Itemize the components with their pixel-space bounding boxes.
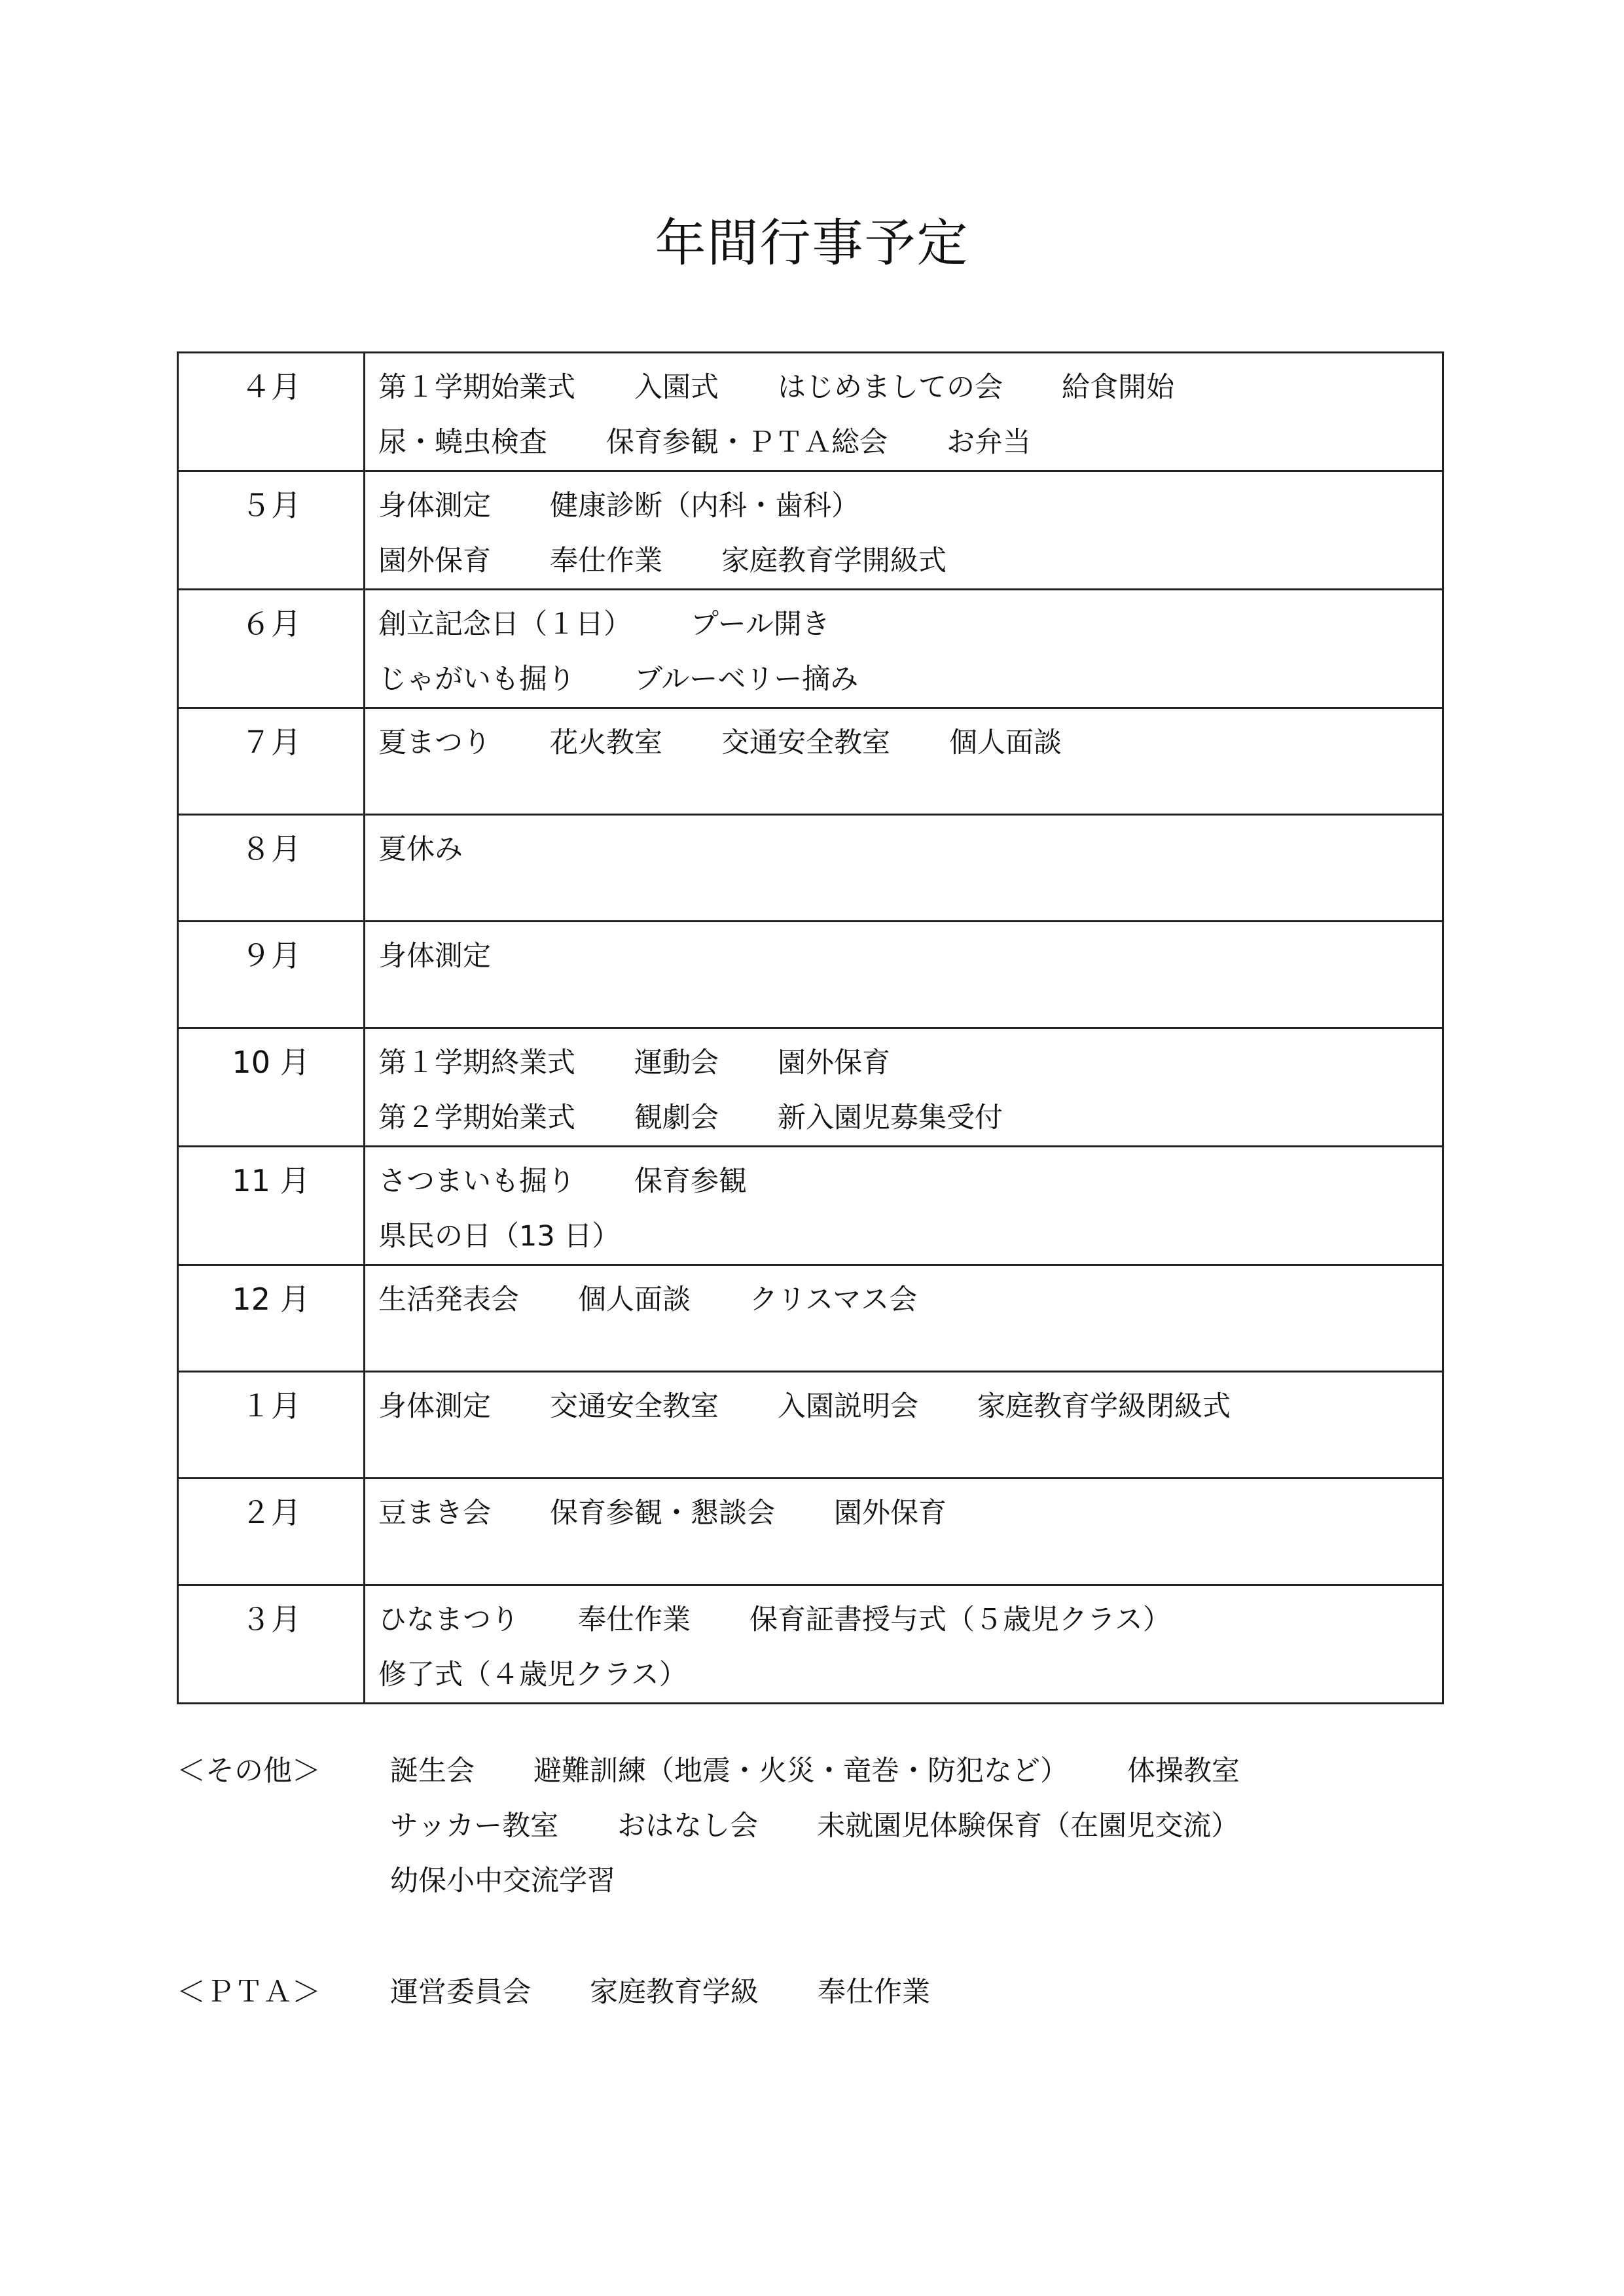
event-item: 園外保育: [378, 545, 491, 577]
event-item: お弁当: [947, 426, 1031, 459]
event-item: 保育参観: [634, 1165, 747, 1198]
other-row: [390, 1744, 1240, 1799]
schedule-row: [178, 708, 1443, 815]
event-line: [378, 1154, 1442, 1209]
events-cell: [365, 590, 1443, 708]
other-row: [390, 1854, 1240, 1909]
other-item: 未就園児体験保育（在園児交流）: [817, 1810, 1240, 1842]
event-item: 修了式（４歳児クラス）: [378, 1659, 687, 1691]
event-item: じゃがいも掘り: [378, 663, 575, 696]
month-cell: ５月: [178, 471, 365, 590]
schedule-row: [178, 471, 1443, 590]
month-cell: ９月: [178, 922, 365, 1028]
month-cell: ７月: [178, 708, 365, 815]
event-line: [378, 1647, 1442, 1702]
pta-item: 家庭教育学級: [590, 1976, 759, 2009]
events-cell: [365, 815, 1443, 922]
event-item: 園外保育: [834, 1497, 947, 1530]
event-item: 個人面談: [949, 726, 1062, 759]
events-cell: [365, 922, 1443, 1028]
event-item: 入園式: [634, 371, 719, 404]
event-item: 個人面談: [578, 1283, 691, 1316]
event-item: 第１学期終業式: [378, 1047, 575, 1079]
events-cell: [365, 1585, 1443, 1704]
other-item: 体操教室: [1127, 1755, 1240, 1787]
month-cell: ８月: [178, 815, 365, 922]
event-item: 生活発表会: [378, 1283, 519, 1316]
month-cell: ３月: [178, 1585, 365, 1704]
events-cell: [365, 1372, 1443, 1479]
month-cell: 10 月: [178, 1028, 365, 1147]
event-item: 夏休み: [378, 833, 463, 866]
event-item: ブルーベリー摘み: [634, 663, 859, 696]
event-item: 新入園児募集受付: [778, 1102, 1003, 1134]
event-item: さつまいも掘り: [378, 1165, 575, 1198]
schedule-row: [178, 1147, 1443, 1265]
events-cell: [365, 1479, 1443, 1585]
schedule-row: [178, 353, 1443, 471]
event-item: 給食開始: [1062, 371, 1174, 404]
annual-schedule-table: [177, 351, 1444, 1704]
event-item: 豆まき会: [378, 1497, 491, 1530]
event-item: 家庭教育学開級式: [721, 545, 947, 577]
event-item: プール開き: [691, 608, 830, 641]
event-line: [378, 533, 1442, 588]
other-item: おはなし会: [617, 1810, 759, 1842]
event-item: 奉仕作業: [550, 545, 662, 577]
other-label: ＜その他＞: [177, 1754, 321, 1787]
event-item: 県民の日（13 日）: [378, 1220, 621, 1253]
event-item: 観劇会: [634, 1102, 719, 1134]
event-item: 運動会: [634, 1047, 719, 1079]
event-line: [378, 929, 1442, 984]
schedule-row: [178, 1479, 1443, 1585]
event-item: 第１学期始業式: [378, 371, 575, 404]
event-line: [378, 360, 1442, 415]
event-line: [378, 652, 1442, 707]
month-cell: ４月: [178, 353, 365, 471]
event-line: [378, 1379, 1442, 1434]
event-item: 園外保育: [778, 1047, 890, 1079]
event-item: 身体測定: [378, 1390, 491, 1423]
other-item: サッカー教室: [390, 1810, 559, 1842]
schedule-body: [178, 353, 1443, 1704]
schedule-row: [178, 1372, 1443, 1479]
pta-item: 奉仕作業: [818, 1976, 930, 2009]
event-item: 保育参観・ＰＴＡ総会: [606, 426, 888, 459]
schedule-row: [178, 590, 1443, 708]
event-item: ひなまつり: [378, 1604, 519, 1636]
event-item: 保育参観・懇談会: [550, 1497, 775, 1530]
event-item: 第２学期始業式: [378, 1102, 575, 1134]
pta-item: 運営委員会: [390, 1976, 531, 2009]
month-cell: 11 月: [178, 1147, 365, 1265]
event-line: [378, 478, 1442, 533]
event-line: [378, 1592, 1442, 1647]
other-items: [390, 1744, 1240, 1909]
event-item: クリスマス会: [749, 1283, 918, 1316]
schedule-row: [178, 1585, 1443, 1704]
event-item: 身体測定: [378, 490, 491, 522]
event-line: [378, 1035, 1442, 1090]
event-line: [378, 1272, 1442, 1327]
month-cell: ６月: [178, 590, 365, 708]
event-item: 尿・蟯虫検査: [378, 426, 547, 459]
schedule-row: [178, 922, 1443, 1028]
event-line: [378, 415, 1442, 470]
event-line: [378, 597, 1442, 652]
events-cell: [365, 708, 1443, 815]
schedule-row: [178, 1028, 1443, 1147]
page-title: 年間行事予定: [655, 214, 969, 273]
month-cell: １月: [178, 1372, 365, 1479]
event-item: 交通安全教室: [550, 1390, 719, 1423]
other-item: 幼保小中交流学習: [390, 1865, 615, 1897]
month-cell: ２月: [178, 1479, 365, 1585]
event-item: 交通安全教室: [721, 726, 890, 759]
event-item: 花火教室: [550, 726, 662, 759]
events-cell: [365, 471, 1443, 590]
schedule-row: [178, 815, 1443, 922]
pta-items: [390, 1965, 930, 2020]
pta-label: ＜ＰＴＡ＞: [177, 1975, 321, 2009]
event-line: [378, 1486, 1442, 1541]
pta-row: [390, 1965, 930, 2020]
events-cell: [365, 353, 1443, 471]
event-item: 奉仕作業: [578, 1604, 691, 1636]
events-cell: [365, 1028, 1443, 1147]
schedule-row: [178, 1265, 1443, 1372]
events-cell: [365, 1147, 1443, 1265]
event-line: [378, 1090, 1442, 1145]
event-item: 身体測定: [378, 940, 491, 973]
event-item: 健康診断（内科・歯科）: [550, 490, 859, 522]
other-row: [390, 1799, 1240, 1854]
event-line: [378, 822, 1442, 877]
events-cell: [365, 1265, 1443, 1372]
event-item: 創立記念日（１日）: [378, 608, 632, 641]
other-item: 避難訓練（地震・火災・竜巻・防犯など）: [533, 1755, 1068, 1787]
event-line: [378, 1209, 1442, 1264]
event-item: 夏まつり: [378, 726, 491, 759]
other-item: 誕生会: [390, 1755, 475, 1787]
month-cell: 12 月: [178, 1265, 365, 1372]
event-item: 保育証書授与式（５歳児クラス）: [749, 1604, 1171, 1636]
event-item: 家庭教育学級閉級式: [977, 1390, 1231, 1423]
event-item: はじめましての会: [778, 371, 1003, 404]
event-line: [378, 715, 1442, 770]
event-item: 入園説明会: [778, 1390, 918, 1423]
